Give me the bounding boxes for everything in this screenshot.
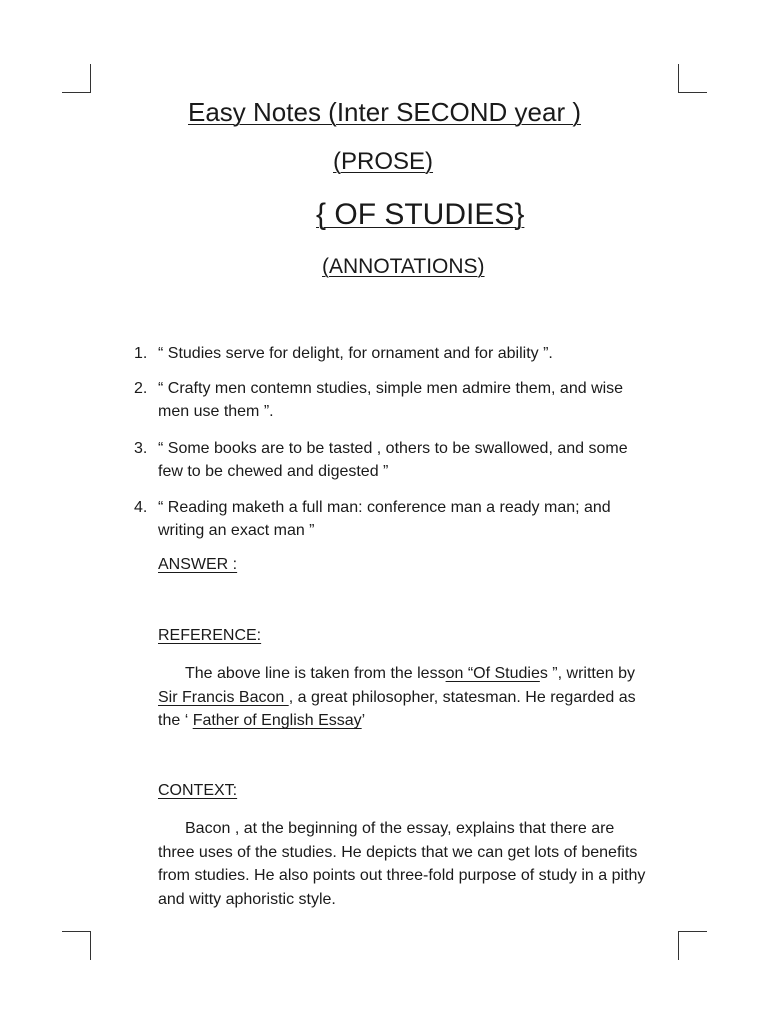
context-line: three uses of the studies. He depicts that we can get lots of benefits [158,843,638,861]
document-subtitle: (PROSE) [333,148,434,175]
annotation-item [134,377,694,423]
crop-mark-bottom-right [678,931,707,960]
context-line: and witty aphoristic style. [158,890,336,908]
annotation-text: “ Reading maketh a full man: conference man a ready man; and [158,499,611,516]
reference-text: ’ [361,712,366,729]
crop-mark-top-right [678,64,707,93]
annotation-text: “ Some books are to be tasted , others to be swallowed, and some [158,440,628,457]
annotation-item [134,342,694,365]
annotation-number: 2. [134,380,148,397]
reference-text: , a great philosopher, statesman. He regarded as [288,688,636,706]
context-line: Bacon , at the beginning of the essay, explains that there are [185,820,615,837]
section-title: (ANNOTATIONS) [322,255,485,278]
annotation-text: “ Studies serve for delight, for ornament and for ability ”. [158,345,553,362]
reference-paragraph [158,662,698,733]
crop-mark-top-left [62,64,91,93]
lesson-title: { OF STUDIES} [316,198,525,231]
reference-line [158,686,698,710]
annotation-text-continued: writing an exact man ” [158,522,315,539]
context-line: from studies. He also points out three-fold purpose of study in a pithy [158,867,646,884]
annotation-text-continued: men use them ”. [158,403,274,420]
document-title: Easy Notes (Inter SECOND year ) [188,97,581,127]
reference-line [158,662,698,686]
reference-text: the ‘ [158,712,193,729]
annotation-text: “ Crafty men contemn studies, simple men admire them, and wise [158,380,624,397]
reference-heading: REFERENCE: [158,627,262,644]
author-title: Father of English Essay [192,712,362,729]
author-name: Sir Francis Bacon [158,688,289,706]
context-paragraph [158,817,698,911]
answer-heading: ANSWER : [158,556,238,573]
reference-text: The above line is taken from the less [185,665,446,682]
annotation-item [134,437,694,483]
crop-mark-bottom-left [62,931,91,960]
annotation-number: 1. [134,345,148,362]
annotation-item [134,496,694,542]
annotation-number: 3. [134,440,148,457]
context-heading: CONTEXT: [158,782,238,799]
annotation-text-continued: few to be chewed and digested ” [158,463,389,480]
reference-text: s ”, written by [539,665,635,682]
annotation-number: 4. [134,499,148,516]
reference-line [158,709,698,733]
lesson-name: on “Of Studie [445,665,540,682]
